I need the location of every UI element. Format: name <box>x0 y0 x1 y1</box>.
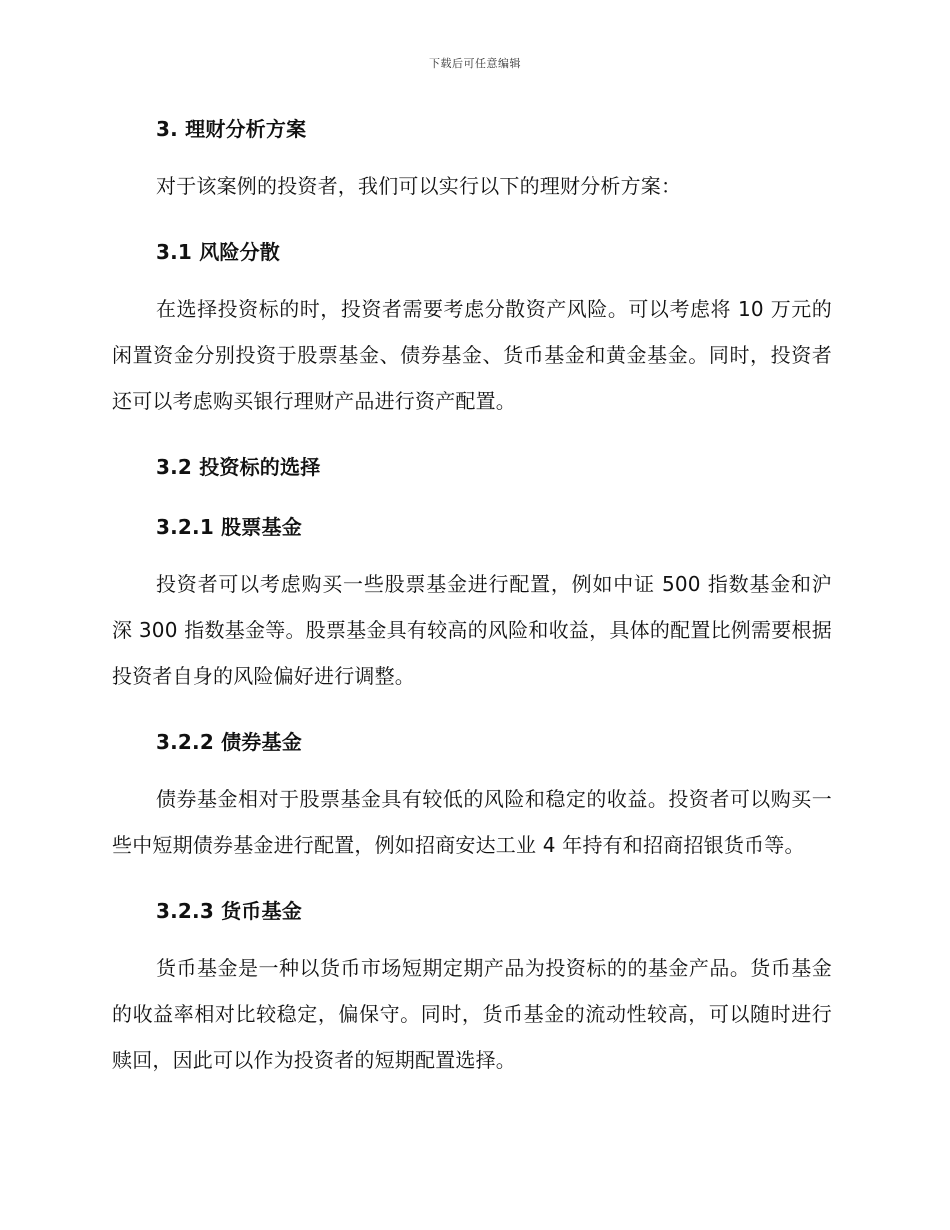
heading-3-1: 3.1 风险分散 <box>156 240 280 264</box>
heading-3-2-2: 3.2.2 债券基金 <box>156 730 302 754</box>
paragraph-3-intro: 对于该案例的投资者，我们可以实行以下的理财分析方案： <box>156 174 682 198</box>
paragraph-3-2-2: 债券基金相对于股票基金具有较低的风险和稳定的收益。投资者可以购买一些中短期债券基金进行配置，例如招商安达工业 4 年持有和招商招银货币等。 <box>112 787 832 857</box>
heading-3-2-3: 3.2.3 货币基金 <box>156 899 302 923</box>
paragraph-3-2-1: 投资者可以考虑购买一些股票基金进行配置，例如中证 500 指数基金和沪深 300 指数基金等。股票基金具有较高的风险和收益，具体的配置比例需要根据投资者自身的风险偏好进行调整。 <box>112 572 832 688</box>
paragraph-3-1: 在选择投资标的时，投资者需要考虑分散资产风险。可以考虑将 10 万元的闲置资金分别投资于股票基金、债券基金、货币基金和黄金基金。同时，投资者还可以考虑购买银行理财产品进行资产配置。 <box>112 297 832 413</box>
heading-3-2: 3.2 投资标的选择 <box>156 455 321 479</box>
page-header: 下载后可任意编辑 <box>429 57 521 70</box>
heading-3-2-1: 3.2.1 股票基金 <box>156 515 302 539</box>
paragraph-3-2-3: 货币基金是一种以货币市场短期定期产品为投资标的的基金产品。货币基金的收益率相对比较稳定，偏保守。同时，货币基金的流动性较高，可以随时进行赎回，因此可以作为投资者的短期配置选择。 <box>112 956 832 1072</box>
heading-3: 3. 理财分析方案 <box>156 117 307 141</box>
document-body <box>112 112 832 1083</box>
